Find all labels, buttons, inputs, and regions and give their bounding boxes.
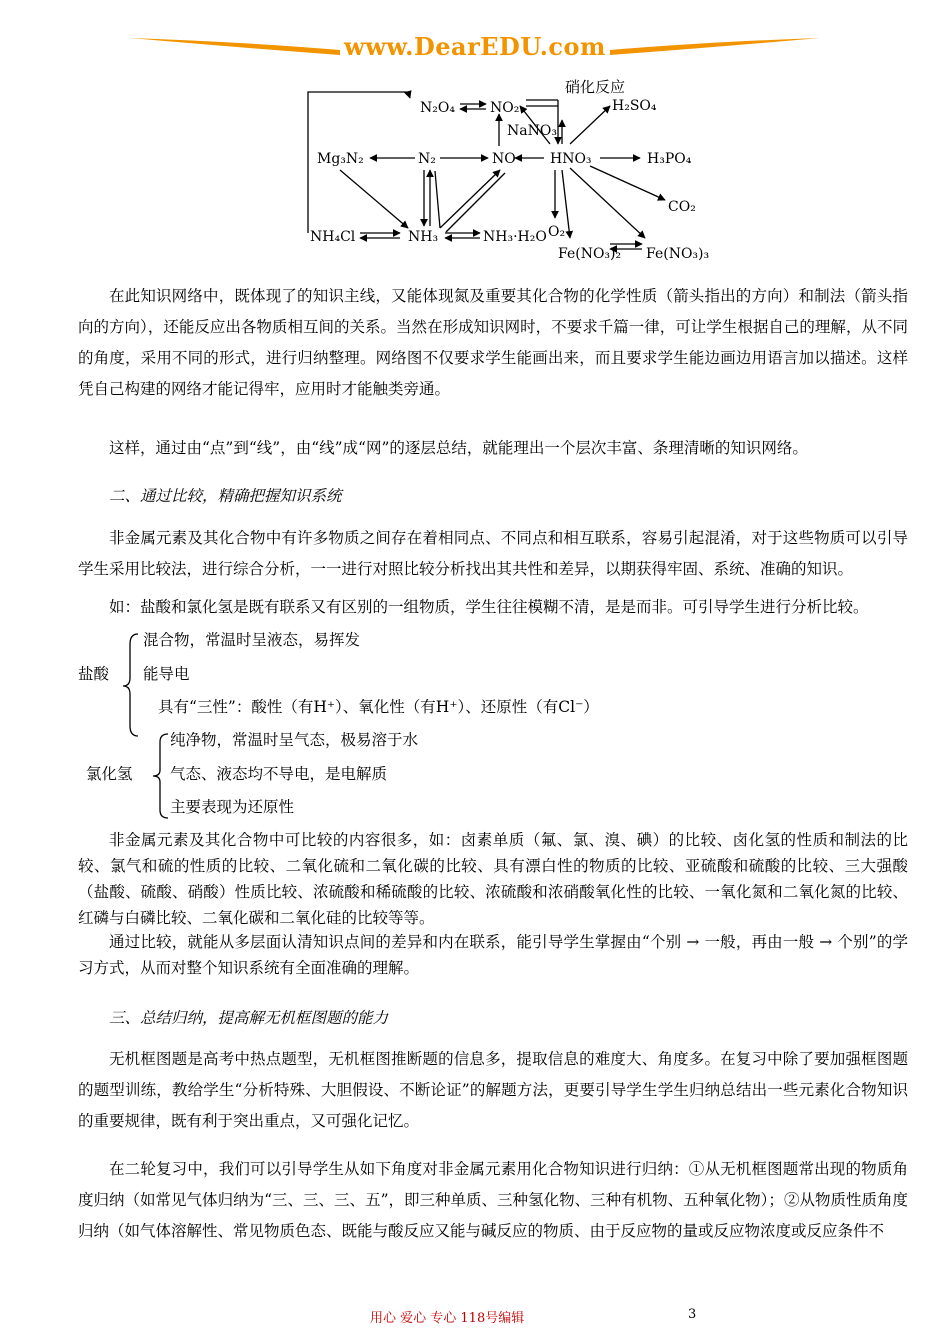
species-mg3n2: Mg₃N₂ — [317, 151, 364, 167]
hcl-acid-item-3: 具有“三性”：酸性（有H⁺）、氧化性（有H⁺）、还原性（有Cl⁻） — [158, 698, 599, 716]
hcl-acid-item-1: 混合物，常温时呈液态，易挥发 — [143, 631, 361, 649]
species-h3po4: H₃PO₄ — [647, 151, 692, 167]
page-number: 3 — [688, 1307, 697, 1322]
species-hno3: HNO₃ — [550, 151, 592, 167]
species-n2o4: N₂O₄ — [420, 100, 455, 116]
nitrogen-network-diagram — [300, 78, 720, 268]
footer-note: 用心 爱心 专心 118号编辑 — [370, 1311, 525, 1326]
hcl-acid-item-2: 能导电 — [143, 665, 190, 683]
brace-icon — [150, 730, 172, 822]
hcl-gas-item-3: 主要表现为还原性 — [170, 798, 295, 816]
hcl-acid-label: 盐酸 — [78, 665, 110, 683]
section-heading-induction: 三、总结归纳，提高解无机框图题的能力 — [109, 1009, 389, 1027]
paragraph-comparison-topics: 非金属元素及其化合物中可比较的内容很多，如：卤素单质（氟、氯、溴、碘）的比较、卤化氢的性质和制法的比较、氯气和硫的性质的比较、二氧化硫和二氧化碳的比较、具有漂白性的物质的比较、亚硫酸和硫酸的比较、三大强酸（盐酸、硫酸、硝酸）性质比较、浓硫酸和稀硫酸的比较、浓硫酸和浓硝酸氧化性的比较、一氧化氮和二氧化氮的比较、红磷与白磷比较、二氧化碳和二氧化硅的比较等等。 — [78, 831, 908, 927]
paragraph-network-description: 在此知识网络中，既体现了的知识主线，又能体现氮及重要其化合物的化学性质（箭头指出的方向）和制法（箭头指向的方向），还能反应出各物质相互间的关系。当然在形成知识网时，不要求千篇一律，可让学生根据自己的理解，从不同的角度，采用不同的形式，进行归纳整理。网络图不仅要求学生能画出来，而且要求学生能边画边用语言加以描述。这样凭自己构建的网络才能记得牢，应用时才能触类旁通。 — [78, 287, 908, 398]
label-nitration: 硝化反应 — [565, 78, 626, 96]
site-url[interactable]: www.DearEDU.com — [344, 32, 606, 61]
paragraph-review-methods: 在二轮复习中，我们可以引导学生从如下角度对非金属元素用化合物知识进行归纳：①从无机框图题常出现的物质角度归纳（如常见气体归纳为“三、三、三、五”，即三种单质、三种氢化物、三种有机物、五种氧化物）；②从物质性质角度归纳（如气体溶解性、常见物质色态、既能与酸反应又能与碱反应的物质、由于反应物的量或反应物浓度或反应条件不 — [78, 1160, 908, 1240]
header-banner — [125, 28, 825, 78]
section-heading-comparison: 二、通过比较，精确把握知识系统 — [109, 487, 342, 505]
species-nh3: NH₃ — [408, 229, 439, 245]
paragraph-framework-problems: 无机框图题是高考中热点题型，无机框图推断题的信息多，提取信息的难度大、角度多。在复习中除了要加强框图题的题型训练，教给学生“分析特殊、大胆假设、不断论证”的解题方法，更要引导学生学生归纳总结出一些元素化合物知识的重要规律，既有利于突出重点，又可强化记忆。 — [78, 1050, 908, 1130]
species-nano3: NaNO₃ — [507, 123, 557, 139]
paragraph-summary: 这样，通过由“点”到“线”，由“线”成“网”的逐层总结，就能理出一个层次丰富、条理清晰的知识网络。 — [109, 439, 808, 457]
species-no2: NO₂ — [490, 100, 520, 116]
hcl-gas-label: 氯化氢 — [86, 765, 133, 783]
species-fe-no3-3: Fe(NO₃)₃ — [646, 246, 710, 262]
hcl-gas-item-1: 纯净物，常温时呈气态，极易溶于水 — [170, 731, 419, 749]
species-co2: CO₂ — [668, 199, 696, 215]
species-o2: O₂ — [548, 224, 566, 240]
brace-icon — [120, 630, 142, 740]
species-nh4cl: NH₄Cl — [310, 229, 356, 245]
species-h2so4: H₂SO₄ — [612, 98, 657, 114]
paragraph-comparison-benefit: 通过比较，就能从多层面认清知识点间的差异和内在联系，能引导学生掌握由“个别 → 一般，再由一般 → 个别”的学习方式，从而对整个知识系统有全面准确的理解。 — [78, 933, 908, 977]
species-nh3-h2o: NH₃·H₂O — [483, 229, 547, 245]
species-fe-no3-2: Fe(NO₃)₂ — [558, 246, 622, 262]
paragraph-hcl-example: 如：盐酸和氯化氢是既有联系又有区别的一组物质，学生往往模糊不清，是是而非。可引导学生进行分析比较。 — [109, 598, 869, 616]
species-no: NO — [492, 151, 516, 167]
paragraph-comparison-intro: 非金属元素及其化合物中有许多物质之间存在着相同点、不同点和相互联系，容易引起混淆，对于这些物质可以引导学生采用比较法，进行综合分析，一一进行对照比较分析找出其共性和差异，以期获得牢固、系统、准确的知识。 — [78, 529, 908, 578]
hcl-gas-item-2: 气态、液态均不导电，是电解质 — [170, 765, 388, 783]
species-n2: N₂ — [418, 151, 436, 167]
